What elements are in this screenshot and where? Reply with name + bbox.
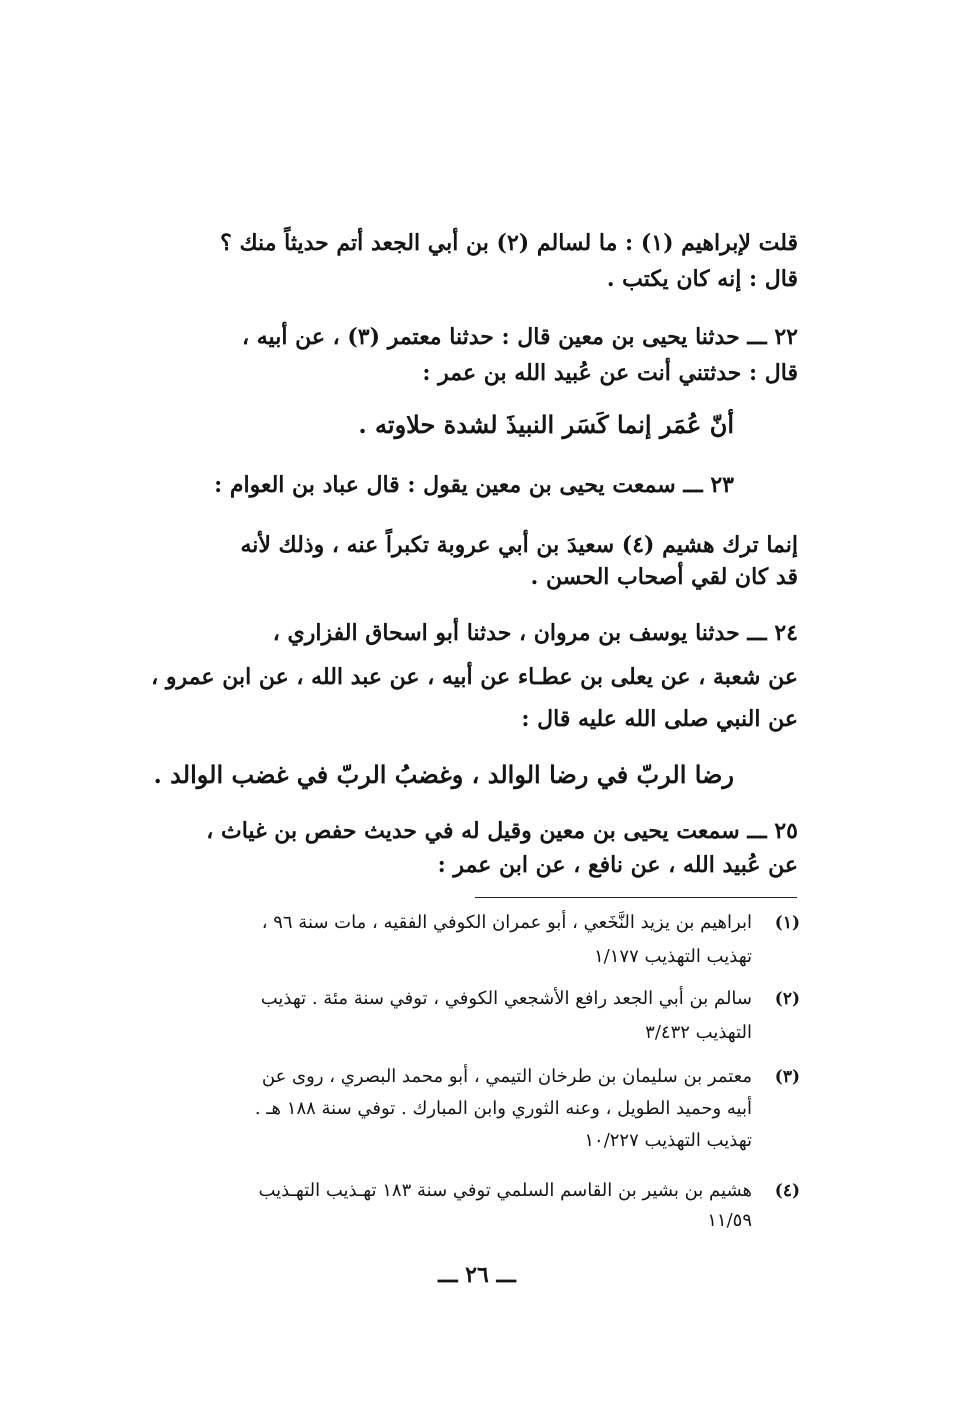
footnote-divider xyxy=(475,897,797,898)
footnote-line: سالم بن أبي الجعد رافع الأشجعي الكوفي ، توفي سنة مئة . تهذيب xyxy=(260,988,752,1009)
hadith-22-text: أنّ عُمَر إنما كَسَر النبيذَ لشدة حلاوته . xyxy=(358,410,734,439)
footnote-line: ١١/٥٩ xyxy=(707,1210,752,1231)
narration-22-line: ٢٢ ـــ حدثنا يحيى بن معين قال : حدثنا معتمر (٣) ، عن أبيه ، xyxy=(242,324,798,350)
footnote-number: (٣) xyxy=(774,1067,800,1087)
narration-25-line: ٢٥ ـــ سمعت يحيى بن معين وقيل له في حديث حفص بن غياث ، xyxy=(206,818,798,844)
footnote-line: التهذيب ٣/٤٣٢ xyxy=(645,1022,752,1043)
narration-24-line: ٢٤ ـــ حدثنا يوسف بن مروان ، حدثنا أبو اسحاق الفزاري ، xyxy=(272,620,798,646)
narration-24-line: عن النبي صلى الله عليه قال : xyxy=(521,706,798,732)
footnote-line: أبيه وحميد الطويل ، وعنه الثوري وابن المبارك . توفي سنة ١٨٨ هـ . xyxy=(254,1098,752,1119)
footnote-line: تهذيب التهذيب ١/١٧٧ xyxy=(594,946,752,967)
footnote-line: معتمر بن سليمان بن طرخان التيمي ، أبو محمد البصري ، روى عن xyxy=(261,1066,752,1087)
narration-25-line: عن عُبيد الله ، عن نافع ، عن ابن عمر : xyxy=(437,852,798,878)
text-line: قلت لإبراهيم (١) : ما لسالم (٢) بن أبي الجعد أتم حديثاً منك ؟ xyxy=(220,230,798,256)
text-line: قال : إنه كان يكتب . xyxy=(606,266,798,292)
narration-23-line: ٢٣ ـــ سمعت يحيى بن معين يقول : قال عباد بن العوام : xyxy=(214,472,734,498)
footnote-line: هشيم بن بشير بن القاسم السلمي توفي سنة ١٨٣ تهـذيب التهـذيب xyxy=(258,1180,752,1201)
footnote-line: تهذيب التهذيب ١٠/٢٢٧ xyxy=(584,1130,752,1151)
footnote-line: ابراهيم بن يزيد النَّخَعي ، أبو عمران الكوفي الفقيه ، مات سنة ٩٦ ، xyxy=(261,912,752,933)
hadith-23-line: إنما ترك هشيم (٤) سعيدَ بن أبي عروبة تكبراً عنه ، وذلك لأنه xyxy=(240,532,798,558)
footnote-number: (٢) xyxy=(774,989,800,1009)
narration-24-line: عن شعبة ، عن يعلى بن عطـاء عن أبيه ، عن عبد الله ، عن ابن عمرو ، xyxy=(151,664,798,690)
page-number: ـــ ٢٦ ـــ xyxy=(438,1262,516,1288)
footnote-number: (١) xyxy=(774,913,800,933)
hadith-23-line: قد كان لقي أصحاب الحسن . xyxy=(530,564,798,590)
footnote-number: (٤) xyxy=(774,1181,800,1201)
hadith-24-text: رضا الربّ في رضا الوالد ، وغضبُ الربّ في غضب الوالد . xyxy=(153,760,734,789)
narration-22-line: قال : حدثتني أنت عن عُبيد الله بن عمر : xyxy=(422,360,798,386)
